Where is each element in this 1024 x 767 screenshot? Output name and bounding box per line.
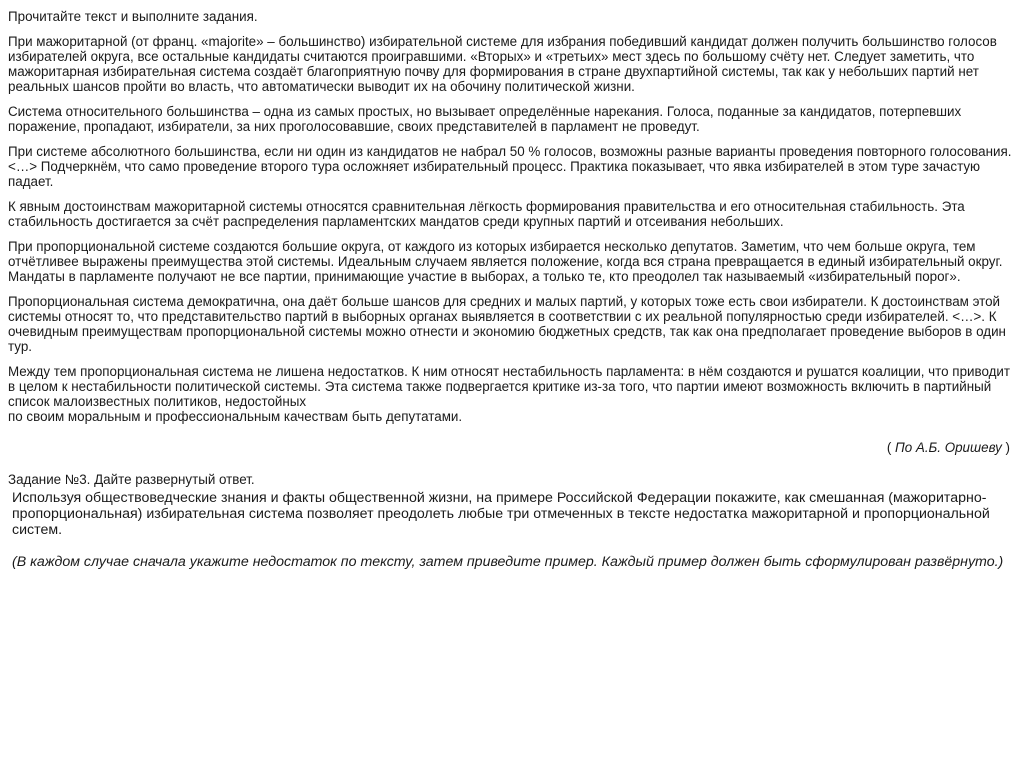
source-attribution xyxy=(8,440,1010,455)
task-question: Используя обществоведческие знания и факты общественной жизни, на примере Российской Федерации покажите, как смешанная (мажоритарно-пропорциональная) избирательная система позволяет преодолеть любые три отмеченных в тексте недостатка мажоритарной и пропорциональной систем. xyxy=(12,490,990,538)
paragraph-absolute-majority: При системе абсолютного большинства, если ни один из кандидатов не набрал 50 % голосов, возможны разные варианты проведения повторного голосования. <…> Подчеркнём, что само проведение второго тура осложняет избирательный процесс. Практика показывает, что явка избирателей в этом туре зачастую падает. xyxy=(8,144,1012,189)
source-open: ( xyxy=(886,440,896,455)
task-body xyxy=(12,490,1016,570)
drawbacks-text-end: по своим моральным и профессиональным качествам быть депутатами. xyxy=(8,409,463,424)
task-hint: (В каждом случае сначала укажите недостаток по тексту, затем приведите пример. Каждый пример должен быть сформулирован развёрнуто.) xyxy=(12,554,1004,570)
paragraph-majoritarian-intro: При мажоритарной (от франц. «majorite» – большинство) избирательной системе для избрания победивший кандидат должен получить большинство голосов избирателей округа, все остальные кандидаты считаются проигравшими. «Вторых» и «третьих» мест здесь по большому счёту нет. Следует заметить, что мажоритарная избирательная система создаёт благоприятную почву для формирования в стране двухпартийной системы, так как у небольших партий нет реальных шансов пройти во власть, что автоматически выводит их на обочину политической жизни. xyxy=(8,34,997,94)
paragraph-relative-majority: Система относительного большинства – одна из самых простых, но вызывает определённые нарекания. Голоса, поданные за кандидатов, потерпевших поражение, пропадают, избиратели, за них проголосовавшие, своих представителей в парламент не проведут. xyxy=(8,104,962,134)
task-title: Задание №3. Дайте развернутый ответ. xyxy=(8,472,255,487)
source-close: ) xyxy=(1001,440,1010,455)
paragraph-proportional-drawbacks xyxy=(8,364,1016,424)
paragraph-proportional-advantages: Пропорциональная система демократична, она даёт больше шансов для средних и малых партий, у которых тоже есть свои избиратели. К достоинствам этой системы относят то, что представительство партий в выборных органах выявляется в соответствии с их реальной популярностью среди избирателей. <…>. К очевидным преимуществам пропорциональной системы можно отнести и экономию бюджетных средств, так как она предполагает проведение выборов в один тур. xyxy=(8,294,1006,354)
paragraph-proportional-intro: При пропорциональной системе создаются большие округа, от каждого из которых избирается несколько депутатов. Заметим, что чем больше округа, тем отчётливее выражены преимущества этой системы. Идеальным случаем является положение, когда вся страна превращается в единый избирательный округ. Мандаты в парламенте получают не все партии, принимающие участие в выборах, а только те, кто преодолел так называемый «избирательный порог». xyxy=(8,239,1003,284)
paragraph-majoritarian-advantages: К явным достоинствам мажоритарной системы относятся сравнительная лёгкость формирования правительства и его относительная стабильность. Эта стабильность достигается за счёт распределения парламентских мандатов среди крупных партий и отсеивания небольших. xyxy=(8,199,965,229)
source-author: По А.Б. Оришеву xyxy=(895,440,1002,455)
instruction: Прочитайте текст и выполните задания. xyxy=(8,9,258,24)
drawbacks-text: Между тем пропорциональная система не лишена недостатков. К ним относят нестабильность парламента: в нём создаются и рушатся коалиции, что приводит в целом к нестабильности политической системы. Эта система также подвергается критике из-за того, что партии имеют возможность включить в партийный список малоизвестных политиков, недостойных xyxy=(8,364,1011,409)
